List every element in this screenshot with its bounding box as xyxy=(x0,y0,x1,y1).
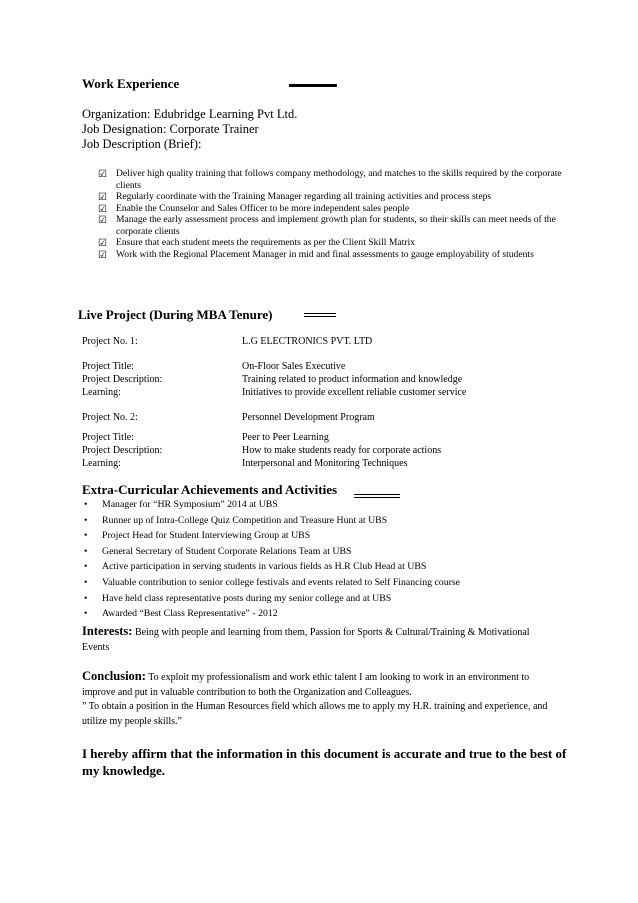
affirmation-statement: I hereby affirm that the information in this document is accurate and true to the best of my knowledge. xyxy=(82,746,567,778)
ballot-box-with-check-icon: ☑ xyxy=(98,249,107,261)
conclusion-label: Conclusion: xyxy=(82,669,146,683)
conclusion-objective: ” To obtain a position in the Human Resources field which allows me to apply my H.R. training and experience, and utilize my people skills.” xyxy=(82,701,548,727)
field-label: Project Description: xyxy=(82,445,163,456)
list-item: ☑ Deliver high quality training that follows company methodology, and matches to the skills required by the corporate clients xyxy=(98,168,562,191)
field-label: Project Title: xyxy=(82,361,134,372)
list-item: ☑ Ensure that each student meets the requirements as per the Client Skill Matrix xyxy=(98,237,415,249)
live-project-heading: Live Project (During MBA Tenure) xyxy=(78,307,273,322)
field-value: L.G ELECTRONICS PVT. LTD xyxy=(242,336,373,347)
designation-line: Job Designation: Corporate Trainer xyxy=(82,122,259,136)
field-value: Interpersonal and Monitoring Techniques xyxy=(242,458,408,469)
field-value: Initiatives to provide excellent reliable customer service xyxy=(242,387,467,398)
list-item: • Runner up of Intra-College Quiz Competition and Treasure Hunt at UBS xyxy=(84,514,388,526)
list-item: ☑ Regularly coordinate with the Training Manager regarding all training activities and process steps xyxy=(98,191,492,203)
project-2-title-row xyxy=(82,431,562,444)
project-2-learning-row xyxy=(82,457,562,470)
bullet-icon: • xyxy=(84,576,88,588)
project-2-desc-row xyxy=(82,444,562,457)
list-item: • Project Head for Student Interviewing Group at UBS xyxy=(84,530,311,542)
field-value: Peer to Peer Learning xyxy=(242,432,329,443)
bullet-icon: • xyxy=(84,530,88,542)
ballot-box-with-check-icon: ☑ xyxy=(98,238,107,249)
project-1-desc-row xyxy=(82,373,562,386)
work-experience-heading: Work Experience xyxy=(82,76,180,91)
project-1-title-row xyxy=(82,360,562,373)
project-1-no-row xyxy=(82,335,562,348)
extra-curricular-heading: Extra-Curricular Achievements and Activities xyxy=(82,482,338,497)
list-item: ☑ Manage the early assessment process and implement growth plan for students, so their skills can meet needs of the corporate clients xyxy=(98,214,556,237)
field-label: Project Description: xyxy=(82,374,163,385)
field-label: Project No. 1: xyxy=(82,336,138,347)
interests-paragraph xyxy=(82,624,552,655)
project-2-no-row xyxy=(82,411,562,424)
bullet-icon: • xyxy=(84,608,88,620)
list-item: • General Secretary of Student Corporate Relations Team at UBS xyxy=(84,545,352,557)
field-label: Learning: xyxy=(82,387,121,398)
interests-text: Being with people and learning from them, Passion for Sports & Cultural/Training & Motivational Events xyxy=(82,627,530,653)
organization-line: Organization: Edubridge Learning Pvt Ltd. xyxy=(82,107,298,121)
bullet-icon: • xyxy=(84,561,88,573)
field-label: Project Title: xyxy=(82,432,134,443)
list-item: • Active participation in serving students in various fields as H.R Club Head at UBS xyxy=(84,561,427,573)
project-1-learning-row xyxy=(82,386,562,399)
ballot-box-with-check-icon: ☑ xyxy=(98,203,107,215)
list-item: • Awarded “Best Class Representative” - 2012 xyxy=(84,608,278,620)
field-label: Project No. 2: xyxy=(82,412,138,423)
bullet-icon: • xyxy=(84,592,88,604)
field-value: On-Floor Sales Executive xyxy=(242,361,346,372)
description-label: Job Description (Brief): xyxy=(82,137,202,151)
bullet-icon: • xyxy=(84,499,88,510)
duties-list xyxy=(82,168,562,260)
field-label: Learning: xyxy=(82,458,121,469)
conclusion-text: To exploit my professionalism and work ethic talent I am looking to work in an environment to improve and put in valuable contribution to both the Organization and Colleagues. xyxy=(82,672,530,698)
field-value: Personnel Development Program xyxy=(242,412,375,423)
interests-label: Interests: xyxy=(82,624,133,638)
ballot-box-with-check-icon: ☑ xyxy=(98,192,107,203)
ballot-box-with-check-icon: ☑ xyxy=(98,215,107,226)
ballot-box-with-check-icon: ☑ xyxy=(98,169,107,180)
list-item: • Have held class representative posts during my senior college and at UBS xyxy=(84,592,392,604)
list-item: ☑ Enable the Counselor and Sales Officer to be more independent sales people xyxy=(98,202,410,215)
conclusion-paragraph xyxy=(82,669,557,700)
work-experience-details xyxy=(82,107,582,152)
heading-rule xyxy=(289,84,337,87)
activities-list xyxy=(82,498,562,623)
list-item: ☑ Work with the Regional Placement Manager in mid and final assessments to gauge employability of students xyxy=(98,248,534,261)
field-value: Training related to product information and knowledge xyxy=(242,374,463,385)
heading-rule xyxy=(304,313,336,317)
bullet-icon: • xyxy=(84,514,88,526)
list-item: • Manager for “HR Symposium” 2014 at UBS xyxy=(84,499,278,510)
list-item: • Valuable contribution to senior college festivals and events related to Self Financing course xyxy=(84,576,461,588)
field-value: How to make students ready for corporate actions xyxy=(242,445,442,456)
bullet-icon: • xyxy=(84,545,88,557)
